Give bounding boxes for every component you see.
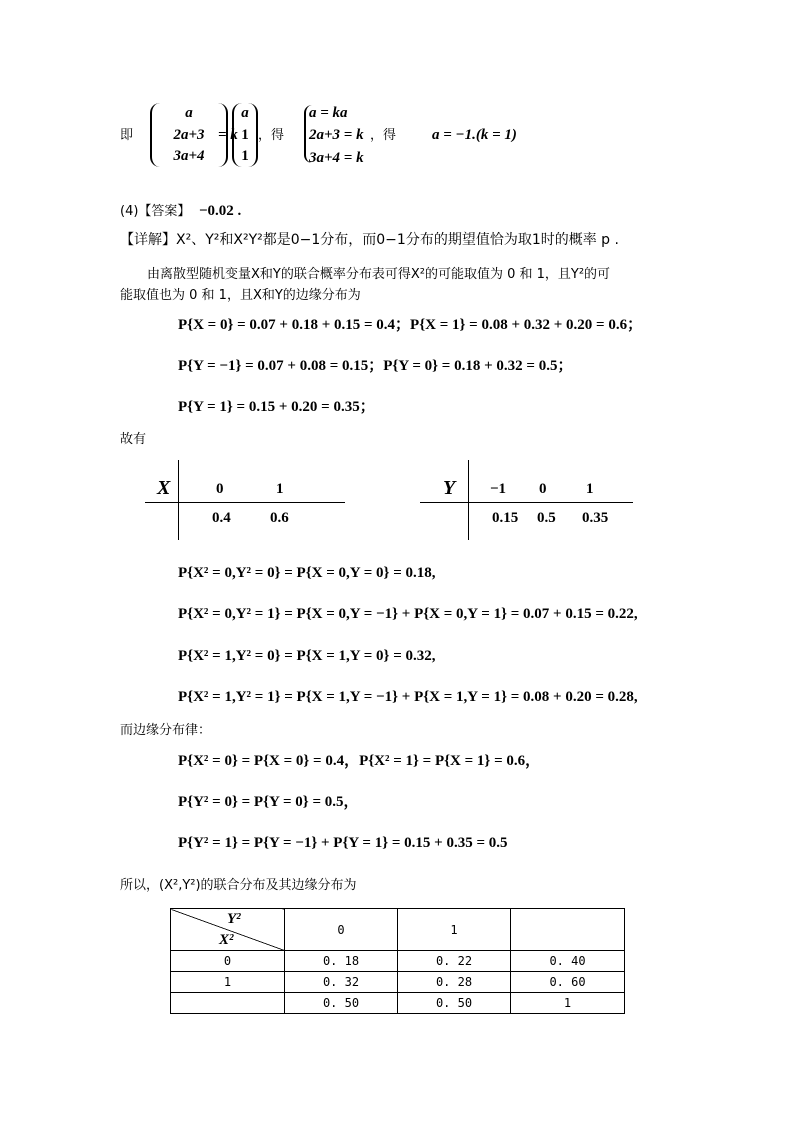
cell: 1 bbox=[586, 481, 594, 497]
answer-value: −0.02 . bbox=[199, 203, 242, 219]
y-head: Y bbox=[443, 477, 456, 499]
formula: P{X² = 0,Y² = 0} = P{X = 0,Y = 0} = 0.18, bbox=[178, 565, 436, 581]
cell: 2a+3 bbox=[173, 126, 205, 143]
detail: 【详解】X²、Y²和X²Y²都是0−1分布，而0−1分布的期望值恰为取1时的概率 p . bbox=[120, 232, 619, 248]
cell: 0 bbox=[216, 481, 224, 497]
cell: 0. 28 bbox=[398, 972, 511, 993]
corner-top: Y² bbox=[227, 911, 241, 927]
col-header bbox=[511, 909, 625, 951]
system-eq: 3a+4 = k bbox=[309, 150, 364, 166]
cell: 0. 18 bbox=[285, 951, 398, 972]
formula: P{X² = 0,Y² = 1} = P{X = 0,Y = −1} + P{X = 0,Y = 1} = 0.07 + 0.15 = 0.22, bbox=[178, 606, 638, 622]
formula: P{X² = 0} = P{X = 0} = 0.4，P{X² = 1} = P{X = 1} = 0.6， bbox=[178, 753, 541, 769]
de-1: ，得 bbox=[258, 128, 285, 143]
table-row bbox=[171, 972, 625, 993]
vector-left bbox=[150, 103, 228, 167]
formula: P{X² = 1,Y² = 0} = P{X = 1,Y = 0} = 0.32, bbox=[178, 648, 436, 664]
vector-right bbox=[232, 103, 258, 167]
table-row bbox=[171, 951, 625, 972]
formula: P{Y = 1} = 0.15 + 0.20 = 0.35； bbox=[178, 399, 375, 415]
para-1: 由离散型随机变量X和Y的联合概率分布表可得X²的可能取值为 0 和 1，且Y²的可 bbox=[147, 267, 611, 282]
cell: −1 bbox=[490, 481, 507, 497]
cell: 0. 22 bbox=[398, 951, 511, 972]
cell: 0. 60 bbox=[511, 972, 625, 993]
cell: a bbox=[241, 105, 249, 121]
system-eq: 2a+3 = k bbox=[309, 127, 364, 143]
cell: 0.5 bbox=[537, 510, 556, 526]
x-head: X bbox=[157, 477, 171, 499]
result: a = −1.(k = 1) bbox=[432, 127, 517, 143]
cell: 0.6 bbox=[270, 510, 289, 526]
cell: 0. 40 bbox=[511, 951, 625, 972]
formula: P{Y = −1} = 0.07 + 0.08 = 0.15；P{Y = 0} = 0.18 + 0.32 = 0.5； bbox=[178, 358, 573, 374]
cell: 1 bbox=[511, 993, 625, 1014]
table-row bbox=[171, 993, 625, 1014]
cell: 0.15 bbox=[492, 510, 519, 526]
formula: P{X² = 1,Y² = 1} = P{X = 1,Y = −1} + P{X = 1,Y = 1} = 0.08 + 0.20 = 0.28, bbox=[178, 689, 638, 705]
answer-label: (4)【答案】 bbox=[120, 204, 191, 219]
guyou: 故有 bbox=[120, 432, 147, 447]
cell: a bbox=[185, 105, 193, 121]
eq-k: = k bbox=[218, 127, 238, 143]
corner-cell bbox=[171, 909, 285, 951]
prefix: 即 bbox=[120, 128, 134, 143]
cell: 0. 50 bbox=[285, 993, 398, 1014]
cell: 0.4 bbox=[212, 510, 231, 526]
formula: P{X = 0} = 0.07 + 0.18 + 0.15 = 0.4；P{X = 1} = 0.08 + 0.32 + 0.20 = 0.6； bbox=[178, 317, 643, 333]
cell: 1 bbox=[276, 481, 284, 497]
cell bbox=[171, 993, 285, 1014]
cell: 0 bbox=[539, 481, 547, 497]
formula: P{Y² = 0} = P{Y = 0} = 0.5， bbox=[178, 794, 359, 810]
cell: 0. 50 bbox=[398, 993, 511, 1014]
cell: 3a+4 bbox=[173, 148, 205, 164]
cell: 1 bbox=[241, 126, 249, 143]
marglaw: 而边缘分布律： bbox=[120, 723, 212, 738]
cell: 0. 32 bbox=[285, 972, 398, 993]
col-header: 0 bbox=[285, 909, 398, 951]
cell: 1 bbox=[241, 148, 249, 164]
de-2: ，得 bbox=[370, 128, 397, 143]
formula: P{Y² = 1} = P{Y = −1} + P{Y = 1} = 0.15 + 0.35 = 0.5 bbox=[178, 835, 508, 851]
col-header: 1 bbox=[398, 909, 511, 951]
cell: 0.35 bbox=[582, 510, 609, 526]
cell: 1 bbox=[171, 972, 285, 993]
conclusion: 所以，(X²,Y²)的联合分布及其边缘分布为 bbox=[120, 878, 357, 893]
corner-bottom: X² bbox=[219, 932, 234, 948]
joint-distribution-table bbox=[170, 908, 625, 1014]
cell: 0 bbox=[171, 951, 285, 972]
para-2: 能取值也为 0 和 1，且X和Y的边缘分布为 bbox=[120, 288, 361, 303]
system-eq: a = ka bbox=[309, 105, 348, 121]
